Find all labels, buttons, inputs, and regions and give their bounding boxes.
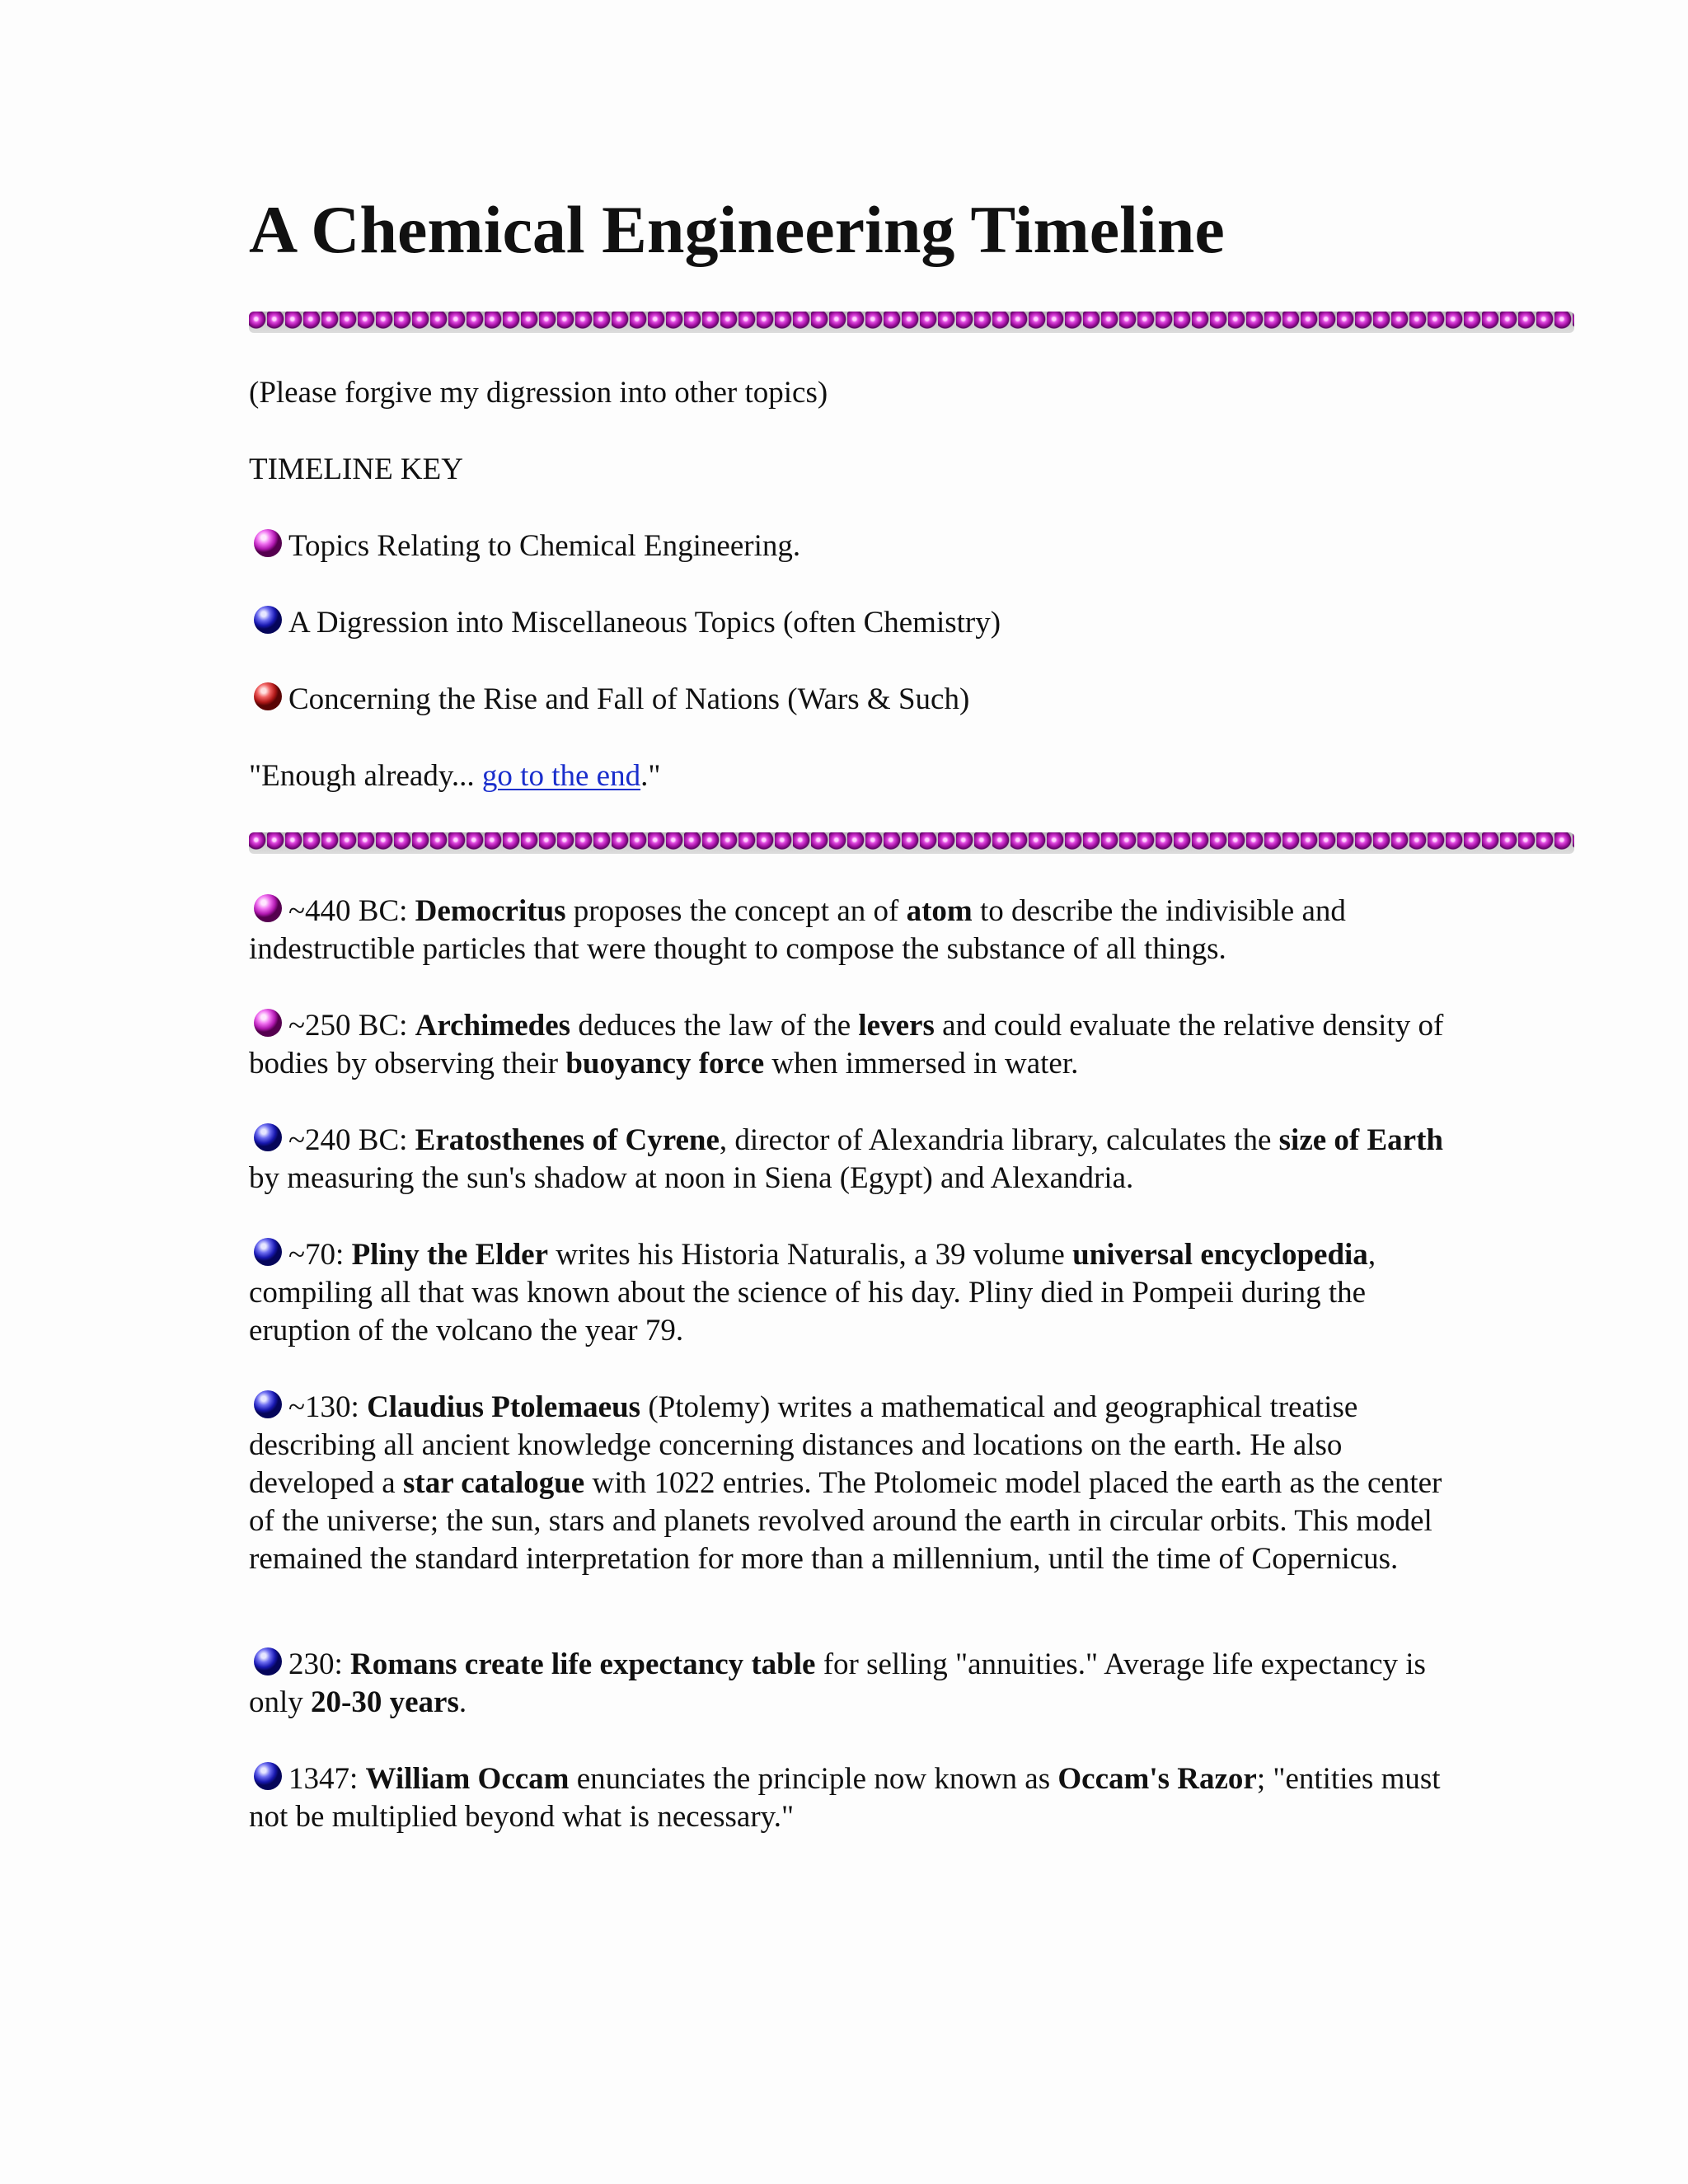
entry-text: ~440 BC: <box>288 894 415 928</box>
apology-text: (Please forgive my digression into other topics) <box>249 376 828 410</box>
entry-text: ~130: <box>288 1390 368 1424</box>
entry-bold-text: Occam's Razor <box>1057 1762 1257 1796</box>
key-item-chemical-engineering <box>249 527 800 565</box>
entry-text: ~70: <box>288 1238 352 1272</box>
entry-bold-text: Pliny the Elder <box>351 1238 549 1272</box>
entry-bold-text: Democritus <box>415 894 566 928</box>
key-item-label: A Digression into Miscellaneous Topics (often Chemistry) <box>288 606 1001 640</box>
timeline-key-heading: TIMELINE KEY <box>249 452 463 486</box>
key-item-label: Concerning the Rise and Fall of Nations (Wars & Such) <box>288 682 970 716</box>
entry-text: and could evaluate the relative density of bodies by observing their <box>249 1009 1444 1080</box>
blue-ball-icon <box>254 1647 282 1675</box>
timeline-entry <box>249 1122 1452 1197</box>
entry-text: deduces the law of the <box>570 1009 859 1043</box>
purple-ball-icon <box>254 529 282 557</box>
bead-divider-top <box>249 312 1574 333</box>
timeline-entry <box>249 1646 1452 1722</box>
entry-bold-text: William Occam <box>365 1762 570 1796</box>
entry-text: for selling "annuities." Average life expectancy is only <box>249 1647 1426 1719</box>
entry-bold-text: atom <box>906 894 973 928</box>
skip-to-end-line <box>249 757 660 795</box>
entry-bold-text: star catalogue <box>402 1466 585 1500</box>
blue-ball-icon <box>254 1123 282 1151</box>
entry-bold-text: Archimedes <box>415 1009 571 1043</box>
blue-ball-icon <box>254 1390 282 1418</box>
timeline-entry <box>249 1389 1452 1578</box>
entry-text: , director of Alexandria library, calculates the <box>719 1123 1279 1157</box>
timeline-entry <box>249 1007 1452 1083</box>
entry-text: enunciates the principle now known as <box>569 1762 1058 1796</box>
skip-suffix: ." <box>640 759 661 793</box>
entry-text: 230: <box>288 1647 351 1681</box>
timeline-entry <box>249 893 1452 968</box>
entry-bold-text: Romans create life expectancy table <box>350 1647 816 1681</box>
blue-ball-icon <box>254 1762 282 1790</box>
purple-ball-icon <box>254 1009 282 1037</box>
timeline-entry <box>249 1236 1452 1350</box>
entry-bold-text: universal encyclopedia <box>1072 1238 1368 1272</box>
entry-text: when immersed in water. <box>764 1047 1079 1080</box>
page-title: A Chemical Engineering Timeline <box>249 192 1225 267</box>
entry-text: , compiling all that was known about the science of his day. Pliny died in Pompeii during the eruption of the volcano the year 79. <box>249 1238 1376 1347</box>
entry-text: proposes the concept an of <box>565 894 907 928</box>
entry-text: (Ptolemy) writes a mathematical and geographical treatise describing all ancient knowledge concerning distances and locations on the earth. He also developed a <box>249 1390 1358 1500</box>
entry-bold-text: buoyancy force <box>565 1047 765 1080</box>
entry-bold-text: 20-30 years <box>311 1685 459 1719</box>
red-ball-icon <box>254 682 282 710</box>
entry-bold-text: Claudius Ptolemaeus <box>367 1390 641 1424</box>
entry-text: ~250 BC: <box>288 1009 415 1043</box>
entry-text: by measuring the sun's shadow at noon in Siena (Egypt) and Alexandria. <box>249 1161 1134 1195</box>
entry-text: ~240 BC: <box>288 1123 415 1157</box>
entry-text: writes his Historia Naturalis, a 39 volume <box>548 1238 1073 1272</box>
entry-bold-text: levers <box>858 1009 935 1043</box>
timeline-entry <box>249 1760 1452 1836</box>
entry-text: to describe the indivisible and indestructible particles that were thought to compose the substance of all things. <box>249 894 1346 966</box>
key-item-label: Topics Relating to Chemical Engineering. <box>288 529 801 563</box>
key-item-nations <box>249 681 969 719</box>
entry-bold-text: Eratosthenes of Cyrene <box>415 1123 720 1157</box>
blue-ball-icon <box>254 1238 282 1266</box>
entry-bold-text: size of Earth <box>1278 1123 1443 1157</box>
bead-divider-bottom <box>249 832 1574 854</box>
blue-ball-icon <box>254 606 282 634</box>
skip-prefix: "Enough already... <box>249 759 482 793</box>
entry-text: ; "entities must not be multiplied beyond what is necessary." <box>249 1762 1441 1834</box>
entry-text: . <box>458 1685 467 1719</box>
go-to-end-link[interactable]: go to the end <box>481 759 641 793</box>
purple-ball-icon <box>254 894 282 922</box>
key-item-miscellaneous <box>249 604 1001 642</box>
entry-text: with 1022 entries. The Ptolomeic model placed the earth as the center of the universe; the sun, stars and planets revolved around the earth in circular orbits. This model remained the standard interpretation for more than a millennium, until the time of Copernicus. <box>249 1466 1442 1576</box>
entry-text: 1347: <box>288 1762 366 1796</box>
